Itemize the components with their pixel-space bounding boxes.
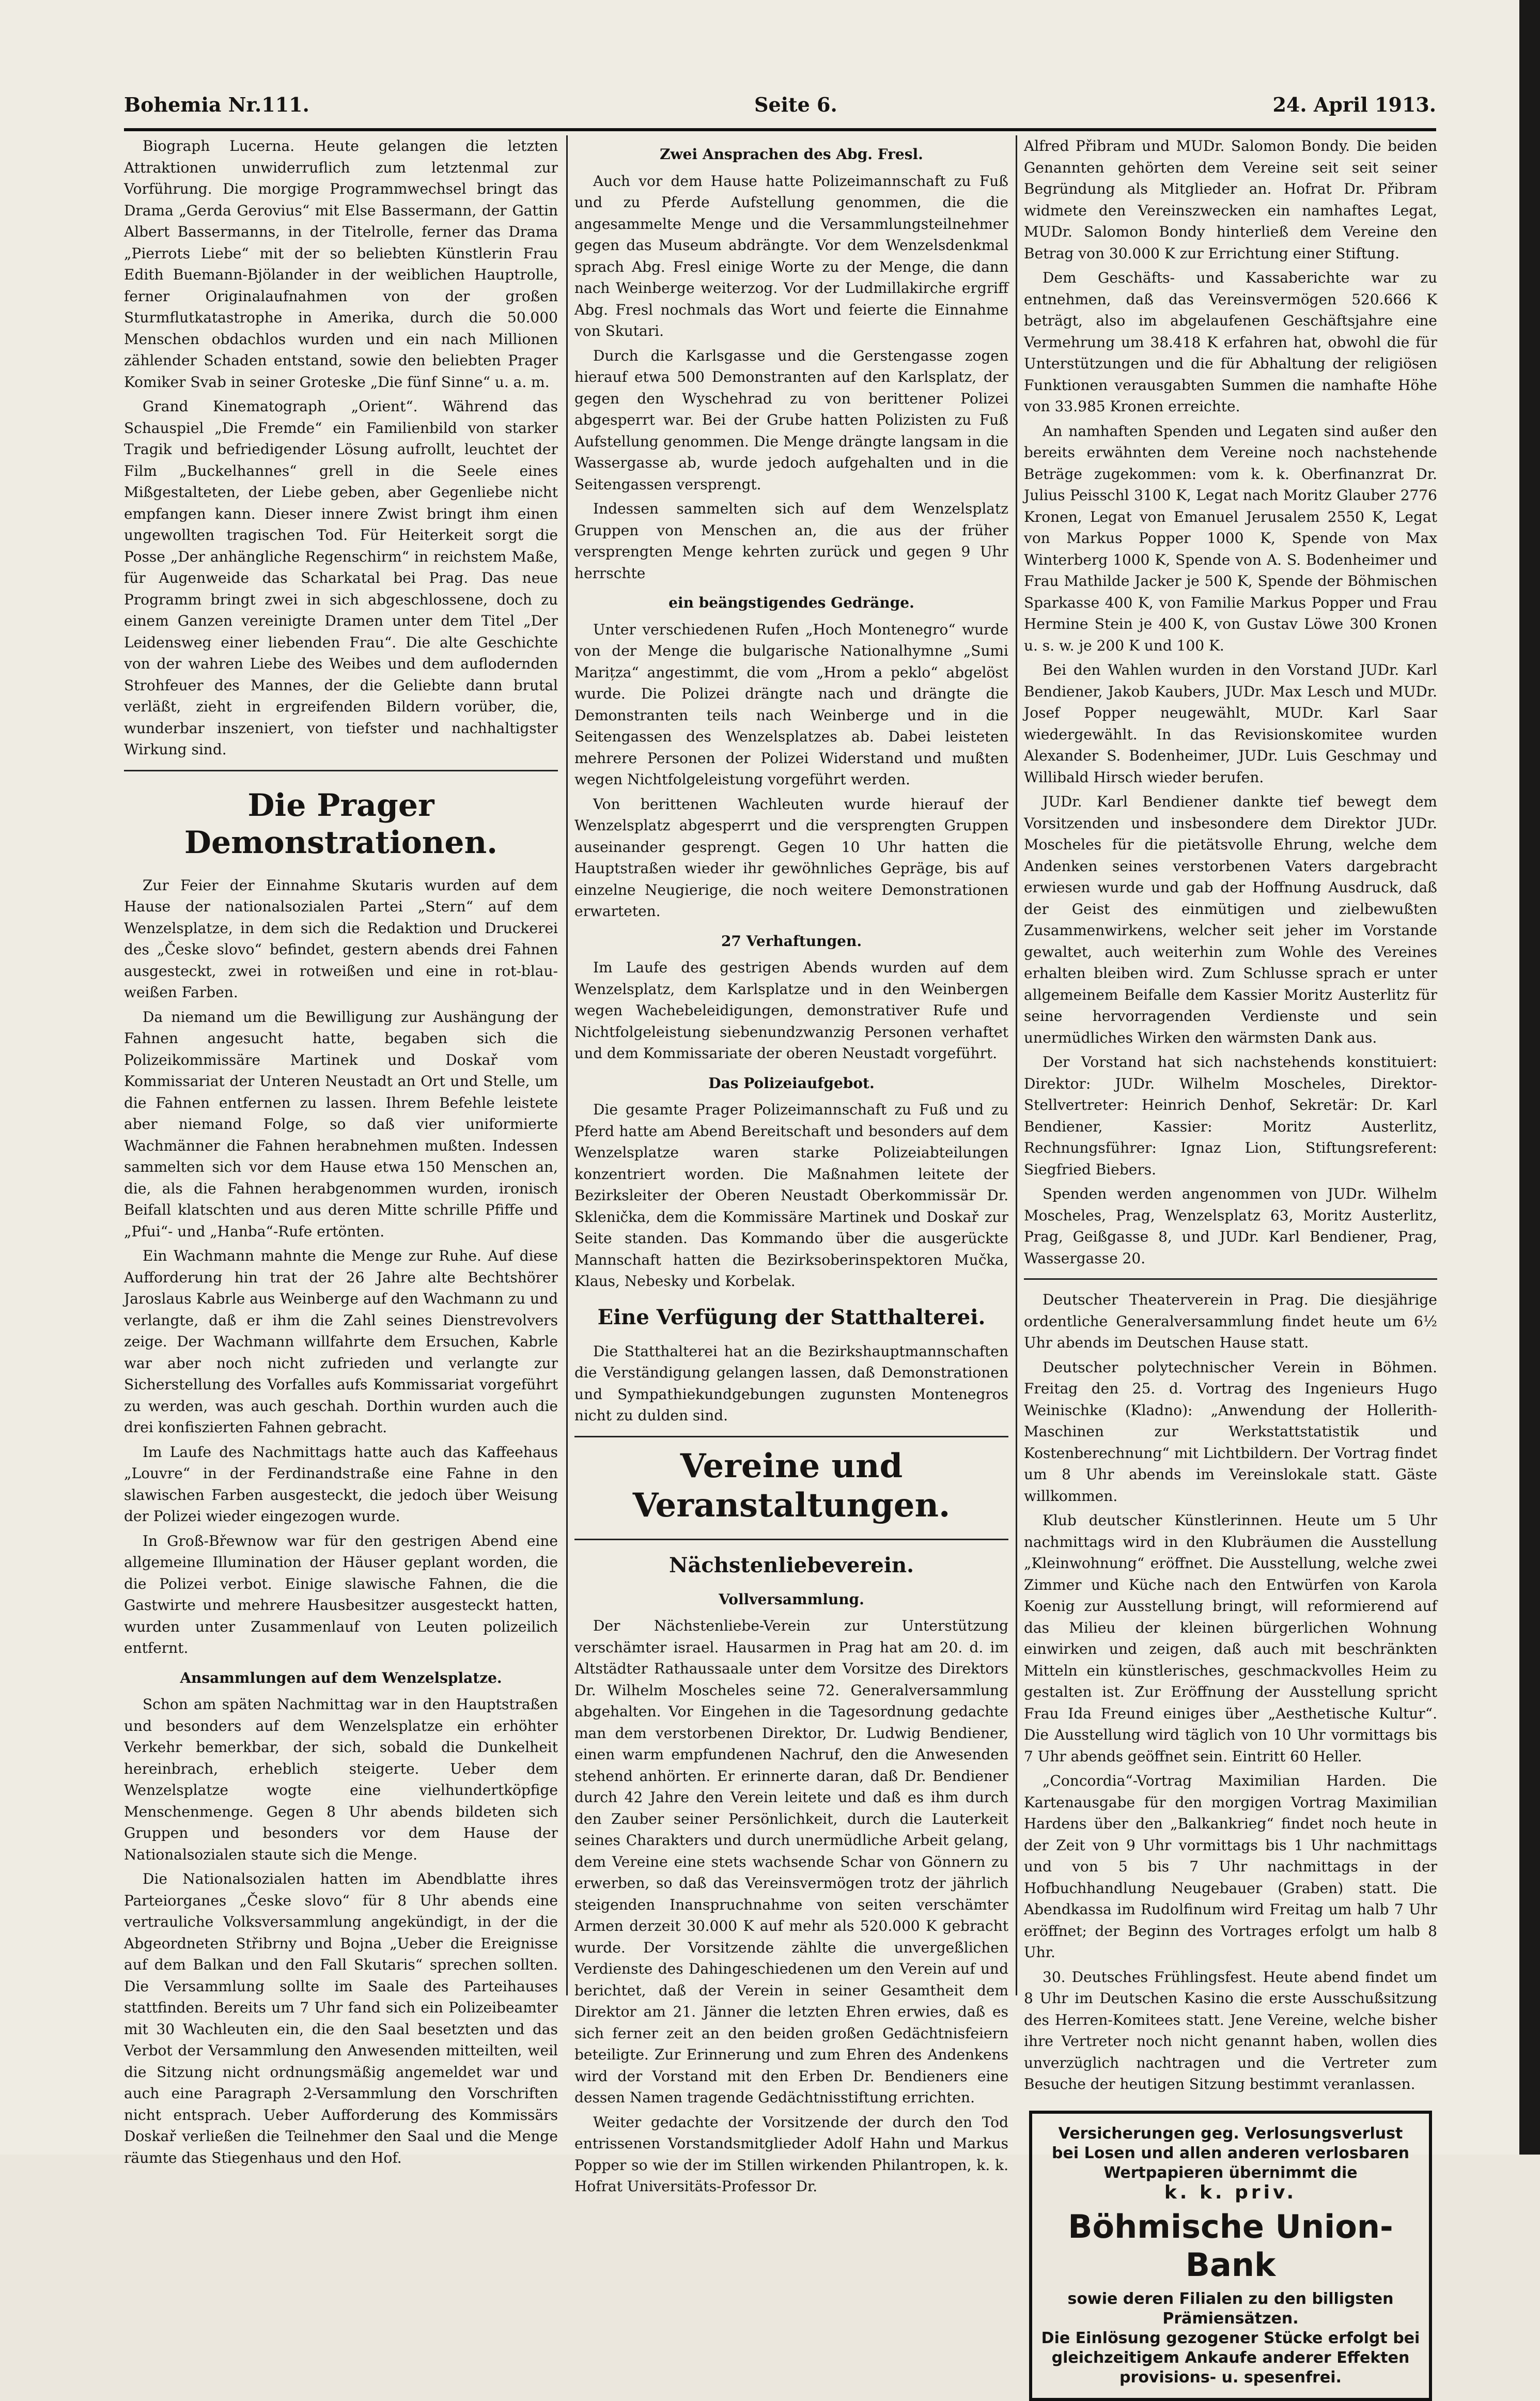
column-divider-1: [566, 135, 568, 1995]
subheading: 27 Verhaftungen.: [721, 932, 862, 950]
ad-line: sowie deren Filialen zu den billigsten Prämiensätzen.: [1067, 2289, 1394, 2328]
subheading: Vollversammlung.: [719, 1590, 864, 1608]
article-lucerna: Biograph Lucerna. Heute gelangen die letzten Attraktionen unwiderruflich zum letztenmal zur Vorführung. Die morgige Programmwechsel bringt das Drama „Gerda Gerovius“ mit Else Bassermann, der Gattin Albert Bassermanns, in der Titelrolle, ferner das Drama „Pierrots Liebe“ mit der so beliebten Künstlerin Frau Edith Buemann-Bjölander in der weiblichen Hauptrolle, ferner Originalaufnahmen von der großen Sturmflutkatastrophe in Amerika, durch die 50.000 Menschen obdachlos wurden und ein nach Millionen zählender Schaden entstand, sowie den beliebten Prager Komiker Svab in seiner Groteske „Die fünf Sinne“ u. a. m.: [124, 137, 558, 391]
headline-demonstrationen: Die Prager Demonstrationen.: [184, 787, 498, 861]
paragraph: Durch die Karlsgasse und die Gerstengasse zogen hierauf etwa 500 Demonstranten auf den Karlsplatz, der gegen den Wyschehrad zu von berittener Polizei abgesperrt war. Bei der Grube hatten Polizisten zu Fuß Aufstellung genommen. Die Menge drängte langsam in die Wassergasse ab, wurde jedoch aufgehalten und in die Seitengassen versprengt.: [574, 347, 1008, 493]
subheading: Ansammlungen auf dem Wenzelsplatze.: [180, 1669, 502, 1686]
page-header: [124, 93, 1436, 124]
notice-fruehlingsfest: 30. Deutsches Frühlingsfest. Heute abend findet um 8 Uhr im Deutschen Kasino die erste Ausschußsitzung des Herren-Komitees statt. Jene Vereine, welche bisher ihre Vertreter noch nicht genannt haben, wollen dies unverzüglich nachtragen und die Vertreter zum Besuche der heutigen Sitzung bestimmt veranlassen.: [1024, 1968, 1437, 2093]
issue-date: 24. April 1913.: [1272, 93, 1436, 116]
subheading: Zwei Ansprachen des Abg. Fresl.: [660, 146, 923, 163]
page-number: Seite 6.: [754, 93, 837, 116]
section-rule: [574, 1436, 1008, 1437]
paragraph: Der Vorstand hat sich nachstehends konstituiert: Direktor: JUDr. Wilhelm Moscheles, Direktor-Stellvertreter: Heinrich Denhof, Sekretär: Dr. Karl Bendiener, Kassier: Moritz Austerlitz, Rechnungsführer: Ignaz Lion, Stiftungsreferent: Siegfried Biebers.: [1024, 1054, 1437, 1178]
paragraph: Im Laufe des Nachmittags hatte auch das Kaffeehaus „Louvre“ in der Ferdinandstraße eine Fahne in den slawischen Farben ausgesteckt, die jedoch über Weisung der Polizei wieder eingezogen wurde.: [124, 1443, 558, 1525]
paragraph: Dem Geschäfts- und Kassaberichte war zu entnehmen, daß das Vereinsvermögen 520.666 K beträgt, also im abgelaufenen Geschäftsjahre eine Vermehrung um 38.418 K erfahren hat, obwohl die für Unterstützungen und die für Abhaltung der religiösen Funktionen verausgabten Summen die namhafte Höhe von 33.985 Kronen erreichte.: [1024, 269, 1437, 415]
ad-line: Versicherungen geg. Verlosungsverlust: [1058, 2124, 1403, 2143]
column-divider-2: [1016, 135, 1017, 1995]
subheading: ein beängstigendes Gedränge.: [668, 594, 914, 611]
paragraph: Weiter gedachte der Vorsitzende der durch den Tod entrissenen Vorstandsmitglieder Adolf Hahn und Markus Popper so wie der im Stillen wirkenden Philantropen, k. k. Hofrat Universitäts-Professor Dr.: [574, 2113, 1008, 2195]
paragraph: In Groß-Břewnow war für den gestrigen Abend eine allgemeine Illumination der Häuser geplant worden, die die Polizei verbot. Einige slawische Fahnen, die die Gastwirte und mehrere Hausbesitzer ausgesteckt hatten, wurden unter Zusammenlauf von Leuten polizeilich entfernt.: [124, 1532, 558, 1656]
section-rule: [574, 1539, 1008, 1540]
paragraph: Ein Wachmann mahnte die Menge zur Ruhe. Auf diese Aufforderung hin trat der 26 Jahre alte Bechtshörer Jaroslaus Kabrle aus Weinberge auf den Wachmann zu und verlangte, daß er ihm die Zahl seines Dienstrevolvers zeige. Der Wachmann willfahrte dem Ersuchen, Kabrle war aber noch nicht zufrieden und verlangte zur Sicherstellung des Vorfalles aufs Kommissariat vorgeführt zu werden, was auch geschah. Dorthin wurden auch die drei konfiszierten Fahnen gebracht.: [124, 1247, 558, 1436]
paragraph: Die gesamte Prager Polizeimannschaft zu Fuß und zu Pferd hatte am Abend Bereitschaft und besonders auf dem Wenzelsplatze waren starke Polizeiabteilungen konzentriert worden. Die Maßnahmen leitete der Bezirksleiter der Oberen Neustadt Oberkommissär Dr. Sklenička, dem die Kommissäre Martinek und Doskař zur Seite standen. Das Kommando über die ausgerückte Mannschaft hatten die Bezirksoberinspektoren Mučka, Klaus, Nebesky und Korbelak.: [574, 1101, 1008, 1290]
ad-kk-priv: k. k. priv.: [1164, 2181, 1297, 2203]
paragraph: Da niemand um die Bewilligung zur Aushängung der Fahnen angesucht hatte, begaben sich die Polizeikommissäre Martinek und Doskař vom Kommissariat der Unteren Neustadt an Ort und Stelle, um die Fahnen entfernen zu lassen. Ihrem Befehle leistete aber niemand Folge, so daß vier uniformierte Wachmänner die Fahnen herabnehmen mußten. Indessen sammelten sich vor dem Hause etwa 150 Menschen an, die, als die Fahnen herabgenommen wurden, ironisch Beifall klatschten und aus deren Mitte schrille Pfiffe und „Pfui“- und „Hanba“-Rufe ertönten.: [124, 1008, 558, 1240]
paragraph: Zur Feier der Einnahme Skutaris wurden auf dem Hause der nationalsozialen Partei „Stern“ auf dem Wenzelsplatze, in dem sich die Redaktion und Druckerei des „Česke slovo“ befindet, gestern abends drei Fahnen ausgesteckt, zwei in rotweißen und eine in rot-blau-weißen Farben.: [124, 876, 558, 1001]
paragraph: Die Statthalterei hat an die Bezirkshauptmannschaften die Verständigung gelangen lassen, daß Demonstrationen und Sympathiekundgebungen zugunsten Montenegros nicht zu dulden sind.: [574, 1342, 1008, 1424]
paragraph: Die Nationalsozialen hatten im Abendblatte ihres Parteiorganes „Česke slovo“ für 8 Uhr abends eine vertrauliche Volksversammlung angekündigt, in der die Abgeordneten Střibrny und Bojna „Ueber die Ereignisse auf dem Balkan und den Fall Skutaris“ sprechen sollten. Die Versammlung sollte im Saale des Parteihauses stattfinden. Bereits um 7 Uhr fand sich ein Polizeibeamter mit 30 Wachleuten ein, die den Saal besetzten und das Verbot der Versammlung den Anwesenden mitteilten, weil die Sitzung nicht ordnungsmäßig angemeldet war und auch eine Paragraph 2-Versammlung den Vorschriften nicht entsprach. Ueber Aufforderung des Kommissärs Doskař verließen die Teilnehmer den Saal und die Menge räumte das Stiegenhaus und den Hof.: [124, 1870, 558, 2166]
paragraph: Alfred Přibram und MUDr. Salomon Bondy. Die beiden Genannten gehörten dem Vereine seit seit seiner Begründung als Mitglieder an. Hofrat Dr. Přibram widmete den Vereinszwecken ein namhaftes Legat, MUDr. Salomon Bondy hinterließ dem Vereine den Betrag von 30.000 K zur Errichtung einer Stiftung.: [1024, 137, 1437, 262]
paragraph: Im Laufe des gestrigen Abends wurden auf dem Wenzelsplatz, dem Karlsplatze und in den Weinbergen wegen Wachebeleidigungen, demonstrativer Rufe und Nichtfolgeleistung siebenundzwanzig Personen verhaftet und dem Kommissariate der oberen Neustadt vorgeführt.: [574, 959, 1008, 1062]
headline-statthalterei: Eine Verfügung der Statthalterei.: [597, 1305, 986, 1329]
column-2: [574, 135, 1008, 2195]
section-rule: [1024, 1278, 1437, 1280]
paragraph: Von berittenen Wachleuten wurde hierauf der Wenzelsplatz abgesperrt und die versprengten Gruppen auseinander gesprengt. Gegen 10 Uhr hatten die Hauptstraßen wieder ihr gewöhnliches Gepräge, bis auf einzelne Neugierige, die noch weitere Demonstrationen erwarteten.: [574, 795, 1008, 920]
notice-concordia: „Concordia“-Vortrag Maximilian Harden. Die Kartenausgabe für den morgigen Vortrag Maximilian Hardens über den „Balkankrieg“ findet noch heute in der Zeit von 9 Uhr vormittags bis 1 Uhr nachmittags und von 5 bis 7 Uhr nachmittags in der Hofbuchhandlung Neugebauer (Graben) statt. Die Abendkassa im Rudolfinum wird Freitag um halb 7 Uhr eröffnet; der Beginn des Vortrages erfolgt um halb 8 Uhr.: [1024, 1772, 1437, 1961]
advertisement-union-bank: [1029, 2111, 1432, 2401]
notice-theaterverein: Deutscher Theaterverein in Prag. Die diesjährige ordentliche Generalversammlung findet heute um 6½ Uhr abends im Deutschen Hause statt.: [1024, 1291, 1437, 1351]
headline-naechstenliebe: Nächstenliebeverein.: [668, 1553, 914, 1577]
ad-bank-name: Böhmische Union-Bank: [1068, 2207, 1393, 2284]
article-orient: Grand Kinematograph „Orient“. Während das Schauspiel „Die Fremde“ ein Familienbild von starker Tragik und befriedigender Lösung aufrollt, leuchtet der Film „Buckelhannes“ grell in die Seele eines Mißgestalteten, der Liebe geben, aber Gegenliebe nicht empfangen kann. Dieser innere Zwist bringt ihm einen ungewollten tragischen Tod. Für Heiterkeit sorgt die Posse „Der anhängliche Regenschirm“ in reichstem Maße, für Augenweide das Scharkatal bei Prag. Das neue Programm bringt zwei in sich abgeschlossene, doch zu einem Ganzen vereinigte Dramen unter dem Titel „Der Leidensweg einer liebenden Frau“. Die alte Geschichte von der wahren Liebe des Weibes und dem auflodernden Strohfeuer des Mannes, der die Geliebte dann brutal verläßt, zieht in ergreifenden Bildern vorüber, die, wunderbar inszeniert, von tiefster und nachhaltigster Wirkung sind.: [124, 398, 558, 758]
paragraph: Indessen sammelten sich auf dem Wenzelsplatz Gruppen von Menschen an, die aus der früher versprengten Menge kehrten zurück und gegen 9 Uhr herrschte: [574, 500, 1008, 582]
notice-kuenstlerinnen: Klub deutscher Künstlerinnen. Heute um 5 Uhr nachmittags wird in den Klubräumen die Ausstellung „Kleinwohnung“ eröffnet. Die Ausstellung, welche zwei Zimmer und Küche nach den Entwürfen von Karola Koenig zur Ausstellung bringt, will reformierend auf das Milieu der kleinen bürgerlichen Wohnung einwirken und zeigen, daß auch mit beschränkten Mitteln ein künstlerisches, geschmackvolles Heim zu gestalten ist. Zur Eröffnung der Ausstellung spricht Frau Ida Freund einiges über „Aesthetische Kultur“. Die Ausstellung wird täglich von 10 Uhr vormittags bis 7 Uhr abends geöffnet sein. Eintritt 60 Heller.: [1024, 1512, 1437, 1765]
paragraph: Schon am späten Nachmittag war in den Hauptstraßen und besonders auf dem Wenzelsplatze ein erhöhter Verkehr bemerkbar, der sich, sobald die Dunkelheit hereinbrach, erheblich steigerte. Ueber dem Wenzelsplatze wogte eine vielhundertköpfige Menschenmenge. Gegen 8 Uhr abends bildeten sich Gruppen und besonders vor dem Hause der Nationalsozialen staute sich die Menge.: [124, 1696, 558, 1863]
subheading: Das Polizeiaufgebot.: [708, 1074, 875, 1092]
column-1: [124, 135, 558, 2166]
headline-vereine: Vereine und Veranstaltungen.: [632, 1446, 951, 1525]
paragraph: An namhaften Spenden und Legaten sind außer den bereits erwähnten dem Vereine noch nachstehende Beträge zugekommen: vom k. k. Oberfinanzrat Dr. Julius Peisschl 3100 K, Legat nach Moritz Glauber 2776 Kronen, Legat von Emanuel Jerusalem 2550 K, Legat von Markus Popper 1000 K, Spende von Max Winterberg 1000 K, Spende von A. S. Bodenheimer und Frau Mathilde Jacker je 500 K, Spende der Böhmischen Sparkasse 400 K, von Familie Markus Popper und Frau Hermine Stein je 400 K, von Gustav Löwe 300 Kronen u. s. w. je 200 K und 100 K.: [1024, 422, 1437, 654]
ad-line: bei Losen und allen anderen verlosbaren Wertpapieren übernimmt die: [1052, 2144, 1409, 2182]
header-rule: [124, 128, 1436, 131]
masthead-issue: Bohemia Nr.111.: [124, 93, 309, 116]
paragraph: Auch vor dem Hause hatte Polizeimannschaft zu Fuß und zu Pferde Aufstellung genommen, die die angesammelte Menge und die Versammlungsteilnehmer gegen das Museum abdrängte. Vor dem Wenzelsdenkmal sprach Abg. Fresl einige Worte zu der Menge, die dann nach Weinberge weiterzog. Vor der Ludmillakirche ergriff Abg. Fresl nochmals das Wort und feierte die Einnahme von Skutari.: [574, 172, 1008, 339]
notice-polytechnischer-verein: Deutscher polytechnischer Verein in Böhmen. Freitag den 25. d. Vortrag des Ingenieurs Hugo Weinischke (Kladno): „Anwendung der Hollerith-Maschinen zur Werkstattstatistik und Kostenberechnung“ mit Lichtbildern. Der Vortrag findet um 8 Uhr abends im Vereinslokale statt. Gäste willkommen.: [1024, 1358, 1437, 1505]
paragraph: JUDr. Karl Bendiener dankte tief bewegt dem Vorsitzenden und insbesondere dem Direktor JUDr. Moscheles für die pietätsvolle Ehrung, welche dem Andenken seines verstorbenen Vaters dargebracht erwiesen wurde und gab der Hoffnung Ausdruck, daß der Geist des einmütigen und zielbewußten Zusammenwirkens, welcher seit jeher im Vorstande gewaltet, auch weiterhin zum Wohle des Vereines erhalten bleiben wird. Zum Schlusse sprach er unter allgemeinem Beifalle dem Kassier Moritz Austerlitz für seine hervorragenden Verdienste und sein unermüdliches Wirken den wärmsten Dank aus.: [1024, 793, 1437, 1046]
column-3: [1024, 135, 1437, 2387]
paragraph: Spenden werden angenommen von JUDr. Wilhelm Moscheles, Prag, Wenzelsplatz 63, Moritz Austerlitz, Prag, Geißgasse 8, und JUDr. Karl Bendiener, Prag, Wassergasse 20.: [1024, 1185, 1437, 1267]
paragraph: Der Nächstenliebe-Verein zur Unterstützung verschämter israel. Hausarmen in Prag hat am 20. d. im Altstädter Rathaussaale unter dem Vorsitze des Direktors Dr. Wilhelm Moscheles seine 72. Generalversammlung abgehalten. Vor Eingehen in die Tagesordnung gedachte man dem verstorbenen Direktor, Dr. Ludwig Bendiener, einen warm empfundenen Nachruf, den die Anwesenden stehend anhörten. Er erinnerte daran, daß Dr. Bendiener durch 42 Jahre den Verein leitete und daß es ihm durch den Zauber seiner Persönlichkeit, durch die Lauterkeit seines Charakters und durch unermüdliche Arbeit gelang, dem Vereine eine stets wachsende Schar von Gönnern zu erwerben, so daß das Vereinsvermögen trotz der jährlich steigenden Inanspruchnahme von seiten verschämter Armen derzeit 30.000 K auf mehr als 520.000 K gebracht wurde. Der Vorsitzende zählte die unvergeßlichen Verdienste des Dahingeschiedenen um den Verein auf und berichtet, daß der Verein in seiner Gesamtheit dem Direktor am 21. Jänner die letzten Ehren erwies, daß es sich ferner zeit an den beiden großen Gedächtnisfeiern beteiligte. Zur Erinnerung und zum Ehren des Andenkens wird der Vorstand mit den Erben Dr. Bendieners eine dessen Namen tragende Gedächtnisstiftung errichten.: [574, 1617, 1008, 2106]
section-rule: [124, 770, 558, 771]
paragraph: Unter verschiedenen Rufen „Hoch Montenegro“ wurde von der Menge die bulgarische Nationalhymne „Sumi Marițza“ angestimmt, die vom „Hrom a peklo“ abgelöst wurde. Die Polizei drängte nach und drängte die Demonstranten teils nach Weinberge und in die Seitengassen des Wenzelsplatzes ab. Dabei leisteten mehrere Personen der Polizei Widerstand und mußten wegen Nichtfolgeleistung vorgeführt werden.: [574, 621, 1008, 788]
paragraph: Bei den Wahlen wurden in den Vorstand JUDr. Karl Bendiener, Jakob Kaubers, JUDr. Max Lesch und MUDr. Josef Popper neugewählt, MUDr. Karl Saar wiedergewählt. In das Revisionskomitee wurden Alexander S. Bodenheimer, JUDr. Luis Geschmay und Willibald Hirsch wieder berufen.: [1024, 661, 1437, 786]
ad-line: Die Einlösung gezogener Stücke erfolgt bei gleichzeitigem Ankaufe anderer Effekten provisions- u. spesenfrei.: [1041, 2329, 1420, 2387]
